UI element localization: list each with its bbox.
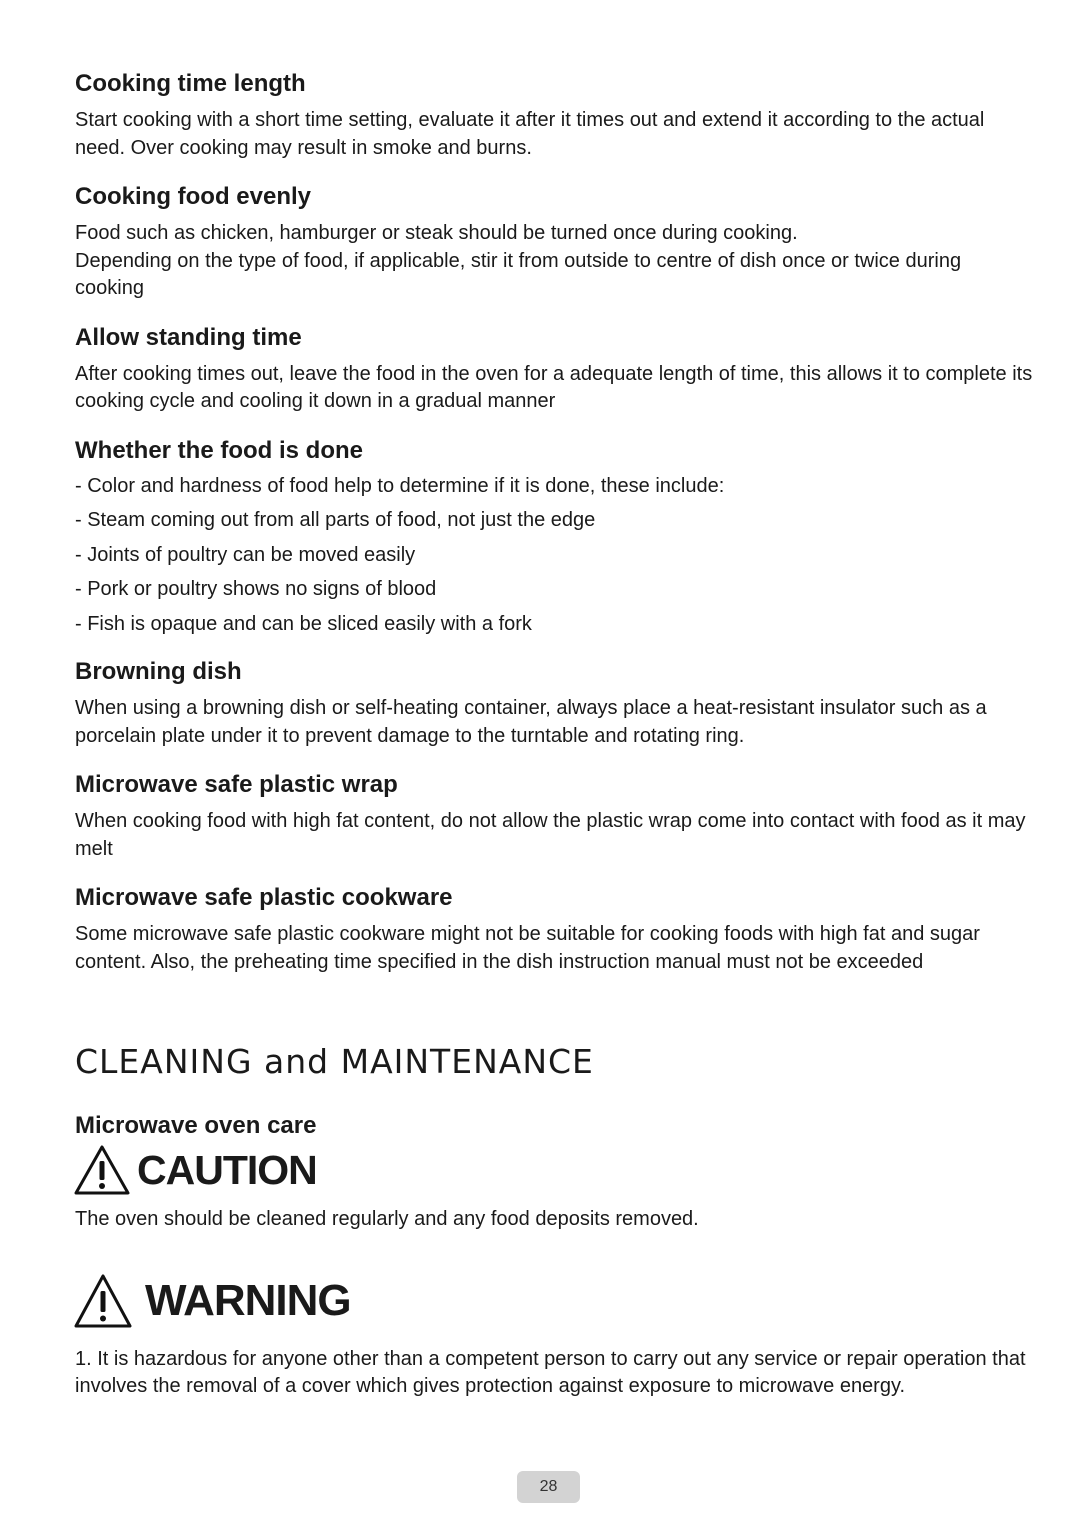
section-plastic-wrap bbox=[75, 769, 1035, 863]
section-plastic-cookware bbox=[75, 882, 1035, 976]
section-cooking-food-evenly bbox=[75, 181, 1035, 303]
section-title: Microwave safe plastic cookware bbox=[75, 884, 453, 911]
section-title: Allow standing time bbox=[75, 323, 302, 351]
caution-banner bbox=[73, 1144, 1035, 1196]
section-allow-standing-time bbox=[75, 322, 1035, 416]
section-text: When cooking food with high fat content, do not allow the plastic wrap come into contact with food as it may melt bbox=[75, 810, 1026, 860]
warning-label: WARNING bbox=[145, 1275, 351, 1325]
section-title: Microwave oven care bbox=[75, 1112, 317, 1139]
warning-triangle-icon bbox=[73, 1273, 133, 1329]
list-item: - Steam coming out from all parts of food, not just the edge bbox=[75, 509, 596, 531]
section-text: Start cooking with a short time setting, evaluate it after it times out and extend it according to the actual need. Over cooking may result in smoke and burns. bbox=[75, 109, 985, 159]
list-item: - Pork or poultry shows no signs of blood bbox=[75, 578, 437, 600]
section-title: Cooking time length bbox=[75, 70, 306, 97]
section-text: Some microwave safe plastic cookware might not be suitable for cooking foods with high fat and sugar content. Also, the preheating time specified in the dish instruction manual must not be exceeded bbox=[75, 923, 980, 973]
section-title: Whether the food is done bbox=[75, 436, 363, 464]
warning-banner bbox=[73, 1272, 1035, 1330]
section-whether-food-done bbox=[75, 435, 1035, 642]
section-browning-dish bbox=[75, 656, 1035, 750]
section-text: After cooking times out, leave the food in the oven for a adequate length of time, this allows it to complete its cooking cycle and cooling it down in a gradual manner bbox=[75, 362, 1033, 412]
section-text: Depending on the type of food, if applicable, stir it from outside to centre of dish once or twice during cooking bbox=[75, 249, 962, 299]
section-title: Browning dish bbox=[75, 658, 242, 685]
list-item: - Joints of poultry can be moved easily bbox=[75, 543, 416, 566]
warning-triangle-icon bbox=[73, 1144, 131, 1196]
list-item: - Fish is opaque and can be sliced easily with a fork bbox=[75, 612, 532, 635]
manual-page bbox=[75, 68, 1035, 1401]
section-text: Food such as chicken, hamburger or steak should be turned once during cooking. bbox=[75, 222, 798, 244]
chapter-title: CLEANING and MAINTENANCE bbox=[75, 1042, 594, 1081]
page-number: 28 bbox=[517, 1471, 580, 1503]
caution-text: The oven should be cleaned regularly and any food deposits removed. bbox=[75, 1208, 699, 1230]
section-title: Microwave safe plastic wrap bbox=[75, 771, 398, 798]
warning-text: 1. It is hazardous for anyone other than a competent person to carry out any service or repair operation that involves the removal of a cover which gives protection against exposure to microwave energy. bbox=[75, 1347, 1026, 1397]
section-title: Cooking food evenly bbox=[75, 183, 312, 210]
caution-label: CAUTION bbox=[137, 1146, 317, 1193]
section-text: When using a browning dish or self-heating container, always place a heat-resistant insulator such as a porcelain plate under it to prevent damage to the turntable and rotating ring. bbox=[75, 697, 987, 747]
list-item: - Color and hardness of food help to determine if it is done, these include: bbox=[75, 474, 725, 497]
section-cooking-time-length bbox=[75, 68, 1035, 162]
